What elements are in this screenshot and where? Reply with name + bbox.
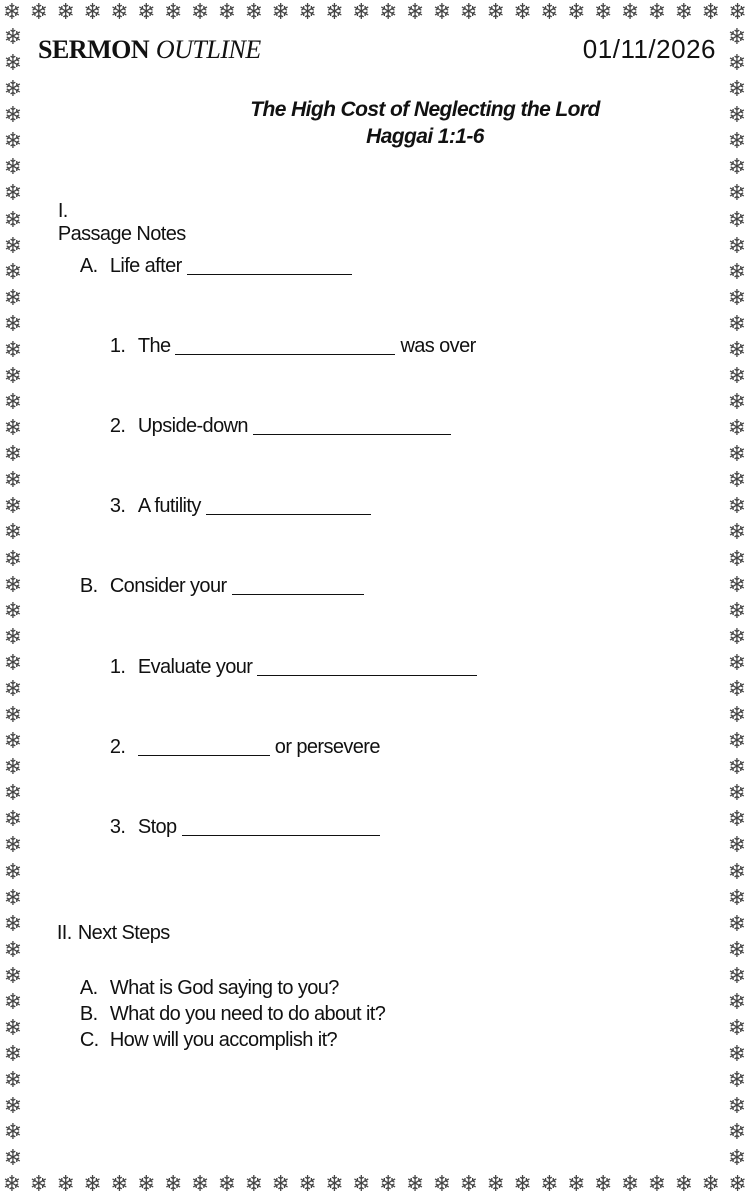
fill-in-blank[interactable] [182,815,380,836]
snowflake-icon: ❄ [3,1068,23,1094]
snowflake-icon: ❄ [727,989,747,1015]
snowflake-icon: ❄ [727,729,747,755]
snowflake-icon: ❄ [3,520,23,546]
snowflake-icon: ❄ [727,1068,747,1094]
snowflake-icon: ❄ [727,963,747,989]
point-marker: B. [79,575,98,597]
snowflake-icon: ❄ [110,1172,129,1197]
snowflake-icon: ❄ [244,0,264,25]
snowflake-icon: ❄ [3,1042,23,1068]
snowflake-icon: ❄ [217,0,237,25]
snowflake-icon: ❄ [29,0,49,25]
section-heading: Next Steps [77,922,170,944]
header-date: 01/11/2026 [582,34,716,64]
snowflake-icon: ❄ [3,781,23,807]
snowflake-icon: ❄ [271,1172,290,1197]
snowflake-icon: ❄ [298,1172,317,1197]
snowflake-icon: ❄ [727,624,747,650]
snowflake-icon: ❄ [727,885,747,911]
section-marker: II. [56,922,72,944]
snowflake-icon: ❄ [727,390,747,416]
snowflake-icon: ❄ [486,1172,505,1197]
snowflake-icon: ❄ [727,572,747,598]
step-marker: C. [79,1029,99,1051]
subpoint-text-before: Upside-down [137,415,248,437]
snowflake-icon: ❄ [727,181,747,207]
snowflake-icon: ❄ [432,1172,452,1197]
snowflake-icon: ❄ [3,77,23,103]
snowflake-icon: ❄ [190,1172,210,1197]
snowflake-icon: ❄ [459,0,479,25]
snowflake-icon: ❄ [727,755,747,781]
snowflake-icon: ❄ [727,1015,747,1041]
snowflake-icon: ❄ [3,129,23,155]
snowflake-icon: ❄ [594,0,613,25]
snowflake-icon: ❄ [164,0,183,25]
snowflake-icon: ❄ [727,155,747,181]
snowflake-icon: ❄ [727,833,747,859]
subpoint-marker: 3. [109,495,126,517]
snowflake-icon: ❄ [728,1172,747,1197]
snowflake-icon: ❄ [727,26,747,50]
snowflake-icon: ❄ [647,0,667,25]
outline-subpoint [90,632,477,702]
snowflake-icon: ❄ [727,703,747,729]
snowflake-icon: ❄ [3,494,23,520]
snowflake-icon: ❄ [56,1172,75,1197]
snowflake-icon: ❄ [3,676,23,702]
snowflake-icon: ❄ [727,77,747,103]
snowflake-icon: ❄ [3,598,23,624]
snowflake-icon: ❄ [3,572,23,598]
subpoint-marker: 2. [109,415,126,437]
snowflake-icon: ❄ [3,468,23,494]
snowflake-icon: ❄ [3,155,23,181]
snowflake-icon: ❄ [56,0,75,25]
fill-in-blank[interactable] [187,254,352,275]
snowflake-icon: ❄ [3,103,23,129]
snowflake-icon: ❄ [83,1172,102,1197]
sermon-title-block [0,96,750,150]
page-header-title [38,34,261,65]
snowflake-icon: ❄ [271,0,290,25]
snowflake-icon: ❄ [3,442,23,468]
snowflake-icon: ❄ [620,0,640,25]
outline-subpoint [90,471,371,541]
snowflake-icon: ❄ [727,259,747,285]
snowflake-icon: ❄ [727,129,747,155]
snowflake-icon: ❄ [727,911,747,937]
snowflake-icon: ❄ [728,0,747,25]
step-text: What do you need to do about it? [109,1003,386,1025]
snowflake-icon: ❄ [3,1094,23,1120]
snowflake-icon: ❄ [137,1172,156,1197]
snowflake-icon: ❄ [727,1094,747,1120]
point-text: Consider your [109,575,227,597]
snowflake-icon: ❄ [540,1172,559,1197]
snowflake-icon: ❄ [727,807,747,833]
snowflake-icon: ❄ [3,233,23,259]
snowflake-icon: ❄ [594,1172,613,1197]
header-title-italic: OUTLINE [155,35,261,64]
snowflake-icon: ❄ [2,1172,22,1197]
fill-in-blank[interactable] [253,414,451,435]
snowflake-icon: ❄ [29,1172,49,1197]
snowflake-icon: ❄ [83,0,102,25]
snowflake-icon: ❄ [727,546,747,572]
section-heading: Passage Notes [57,223,186,245]
step-text: What is God saying to you? [109,977,339,999]
snowflake-icon: ❄ [513,0,532,25]
snowflake-icon: ❄ [325,0,344,25]
sermon-passage: Haggai 1:1-6 [366,125,484,148]
snowflake-icon: ❄ [727,51,747,77]
snowflake-icon: ❄ [298,0,317,25]
subpoint-text-before: Evaluate your [137,656,253,678]
snowflake-icon: ❄ [3,833,23,859]
snowflake-icon: ❄ [3,207,23,233]
step-marker: A. [79,977,98,999]
fill-in-blank[interactable] [206,494,371,515]
snowflake-icon: ❄ [3,390,23,416]
snowflake-icon: ❄ [190,0,210,25]
snowflake-icon: ❄ [486,0,505,25]
fill-in-blank[interactable] [175,334,395,355]
snowflake-icon: ❄ [379,1172,398,1197]
snowflake-icon: ❄ [727,598,747,624]
snowflake-icon: ❄ [137,0,156,25]
snowflake-icon: ❄ [3,989,23,1015]
snowflake-icon: ❄ [3,26,23,50]
snowflake-icon: ❄ [3,937,23,963]
snowflake-icon: ❄ [3,755,23,781]
subpoint-marker: 3. [109,816,126,838]
snowflake-icon: ❄ [727,859,747,885]
sermon-title: The High Cost of Neglecting the Lord [250,98,600,121]
snowflake-icon: ❄ [3,51,23,77]
snowflake-icon: ❄ [3,364,23,390]
outline-subpoint [90,391,451,461]
snowflake-icon: ❄ [727,468,747,494]
snowflake-icon: ❄ [3,546,23,572]
snowflake-icon: ❄ [727,103,747,129]
snowflake-icon: ❄ [674,1172,694,1197]
snowflake-icon: ❄ [3,311,23,337]
snowflake-icon: ❄ [727,650,747,676]
snowflake-icon: ❄ [3,1120,23,1146]
snowflake-icon: ❄ [432,0,452,25]
outline-subpoint [90,712,380,782]
snowflake-icon: ❄ [567,1172,586,1197]
snowflake-icon: ❄ [647,1172,667,1197]
snowflake-icon: ❄ [325,1172,344,1197]
next-step-item [60,1006,337,1075]
snowflake-icon: ❄ [217,1172,237,1197]
snowflake-icon: ❄ [620,1172,640,1197]
fill-in-blank[interactable] [138,735,270,756]
snowflake-icon: ❄ [727,364,747,390]
snowflake-icon: ❄ [3,1015,23,1041]
snowflake-icon: ❄ [3,885,23,911]
snowflake-icon: ❄ [3,650,23,676]
snowflake-icon: ❄ [727,1146,747,1172]
snowflake-icon: ❄ [3,259,23,285]
outline-subpoint [90,792,380,862]
point-text: Life after [109,255,182,277]
subpoint-text-after: was over [400,335,476,357]
snowflake-icon: ❄ [110,0,129,25]
snowflake-icon: ❄ [352,0,371,25]
snowflake-icon: ❄ [3,703,23,729]
fill-in-blank[interactable] [257,655,477,676]
snowflake-icon: ❄ [727,1042,747,1068]
snowflake-icon: ❄ [727,1120,747,1146]
snowflake-icon: ❄ [727,285,747,311]
snowflake-icon: ❄ [3,911,23,937]
snowflake-icon: ❄ [513,1172,532,1197]
subpoint-text-before: A futility [137,495,201,517]
snowflake-icon: ❄ [405,0,425,25]
snowflake-icon: ❄ [3,416,23,442]
snowflake-icon: ❄ [727,520,747,546]
snowflake-icon: ❄ [727,207,747,233]
snowflake-icon: ❄ [3,285,23,311]
outline-point-b [60,551,364,621]
snowflake-icon: ❄ [727,311,747,337]
snowflake-icon: ❄ [3,859,23,885]
snowflake-icon: ❄ [164,1172,183,1197]
snowflake-icon: ❄ [540,0,559,25]
subpoint-marker: 1. [109,656,126,678]
subpoint-text-after: or persevere [274,736,380,758]
snowflake-icon: ❄ [727,416,747,442]
subpoint-marker: 2. [109,736,126,758]
snowflake-icon: ❄ [379,0,398,25]
step-marker: B. [79,1003,98,1025]
snowflake-icon: ❄ [3,337,23,363]
snowflake-icon: ❄ [459,1172,479,1197]
snowflake-icon: ❄ [701,1172,720,1197]
fill-in-blank[interactable] [232,574,364,595]
step-text: How will you accomplish it? [109,1029,338,1051]
snowflake-icon: ❄ [727,937,747,963]
snowflake-icon: ❄ [567,0,586,25]
snowflake-icon: ❄ [405,1172,425,1197]
snowflake-icon: ❄ [3,624,23,650]
snowflake-icon: ❄ [3,963,23,989]
header-title-bold: SERMON [38,35,150,64]
snowflake-icon: ❄ [3,1146,23,1172]
snowflake-icon: ❄ [727,233,747,259]
snowflake-icon: ❄ [727,676,747,702]
snowflake-icon: ❄ [727,494,747,520]
section-marker: I. [57,200,68,222]
snowflake-icon: ❄ [701,0,720,25]
outline-subpoint [90,311,476,381]
snowflake-icon: ❄ [2,0,22,25]
snowflake-icon: ❄ [3,807,23,833]
subpoint-text-before: The [137,335,171,357]
snowflake-icon: ❄ [727,781,747,807]
snowflake-icon: ❄ [727,442,747,468]
subpoint-text-before: Stop [137,816,177,838]
snowflake-icon: ❄ [3,181,23,207]
snowflake-icon: ❄ [727,337,747,363]
snowflake-icon: ❄ [3,729,23,755]
subpoint-marker: 1. [109,335,126,357]
outline-point-a [60,231,352,301]
snowflake-icon: ❄ [352,1172,371,1197]
snowflake-icon: ❄ [674,0,694,25]
point-marker: A. [79,255,98,277]
snowflake-icon: ❄ [244,1172,264,1197]
